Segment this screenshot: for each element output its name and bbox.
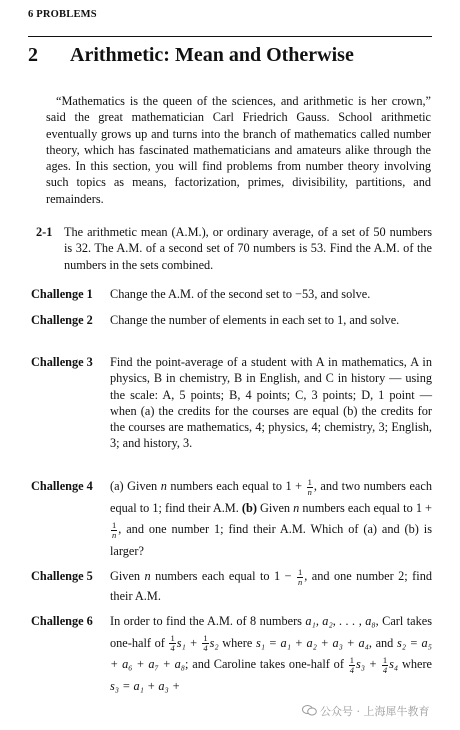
- fraction: $\frac{1}{4}$: [382, 654, 388, 675]
- fraction: $\frac{1}{4}$: [349, 654, 354, 675]
- challenge-4: [31, 476, 432, 562]
- wechat-icon: [302, 705, 317, 716]
- problem-2-1: [36, 224, 432, 273]
- watermark-text: 公众号 · 上海犀牛教育: [320, 705, 430, 718]
- challenge-label: Challenge 4: [31, 479, 93, 493]
- fraction: $\frac{1}{n}$: [297, 566, 303, 587]
- fraction: $\frac{1}{4}$: [203, 633, 208, 654]
- challenge-1: [31, 286, 432, 302]
- fraction: $\frac{1}{n}$: [112, 519, 117, 540]
- problem-text: The arithmetic mean (A.M.), or ordinary average, of a set of 50 numbers is 32. The A.M. of a second set of 70 numbers is 53. Find the A.M. of the numbers in the sets combined.: [64, 225, 432, 272]
- challenge-6: [31, 611, 432, 697]
- challenge-text: (a) Given n numbers each equal to 1 + $\frac{1}{n}$ , and two numbers each equal to 1; find their A.M. (b) Given n numbers each equal to 1 + $\frac{1}{n}$ , and one number 1; find their A.M. Which of (a) and (b) is larger?: [110, 476, 432, 558]
- challenge-label: Challenge 5: [31, 569, 93, 583]
- challenge-label: Challenge 6: [31, 614, 93, 628]
- watermark: [302, 703, 430, 719]
- problem-number: 2-1: [36, 225, 53, 239]
- running-head: 6 PROBLEMS: [28, 9, 97, 20]
- challenge-label: Challenge 3: [31, 355, 93, 369]
- challenge-text: In order to find the A.M. of 8 numbers a₁, a₂, . . . , a₈, Carl takes one-half of $\frac{1}{4}$ s₁ + $\frac{1}{4}$ s₂ where s₁ = a₁ + a₂ + a₃ + a₄, and s₂ = a₅ + a₆ + a₇ + a₈; and Caroline takes one-half of $\frac{1}{4}$ s₃ + $\frac{1}{4}$ s₄ where s₃ = a₁ + a₃ +: [110, 614, 433, 693]
- chapter-number: 2: [28, 44, 38, 66]
- challenge-text: Given n numbers each equal to 1 − $\frac{1}{n}$ , and one number 2; find their A.M.: [110, 566, 432, 603]
- header-rule: [28, 36, 432, 37]
- chapter-title: Arithmetic: Mean and Otherwise: [70, 44, 354, 66]
- challenge-5: [31, 567, 432, 606]
- challenge-text: Find the point-average of a student with A in mathematics, A in physics, B in chemistry, B in English, and C in history — using the scale: A, 5 points; B, 4 points; C, 3 points; D, 1 point — when (a) the credits for the courses are equal (b) the credits for the courses are mathematics, 4; physics, 4; chemistry, 3; English, 3; and history, 3.: [110, 355, 432, 451]
- challenge-3: [31, 354, 432, 452]
- challenge-label: Challenge 2: [31, 313, 93, 327]
- fraction: $\frac{1}{4}$: [170, 633, 175, 654]
- challenge-text: Change the number of elements in each set to 1, and solve.: [110, 313, 400, 327]
- challenge-label: Challenge 1: [31, 287, 93, 301]
- challenge-2: [31, 312, 432, 328]
- fraction: $\frac{1}{n}$: [307, 476, 312, 497]
- intro-paragraph: “Mathematics is the queen of the sciences, and arithmetic is her crown,” said the great mathematician Carl Friedrich Gauss. School arithmetic eventually grows up and turns into the branch of mathematics called number theory, which has fascinated mathematicians and amateurs alike through the ages. In this section, you will find problems from number theory involving such topics as means, factorization, primes, divisibility, partitions, and remainders.: [46, 94, 431, 206]
- challenge-text: Change the A.M. of the second set to −53, and solve.: [110, 287, 371, 301]
- chapter-heading: [28, 44, 354, 67]
